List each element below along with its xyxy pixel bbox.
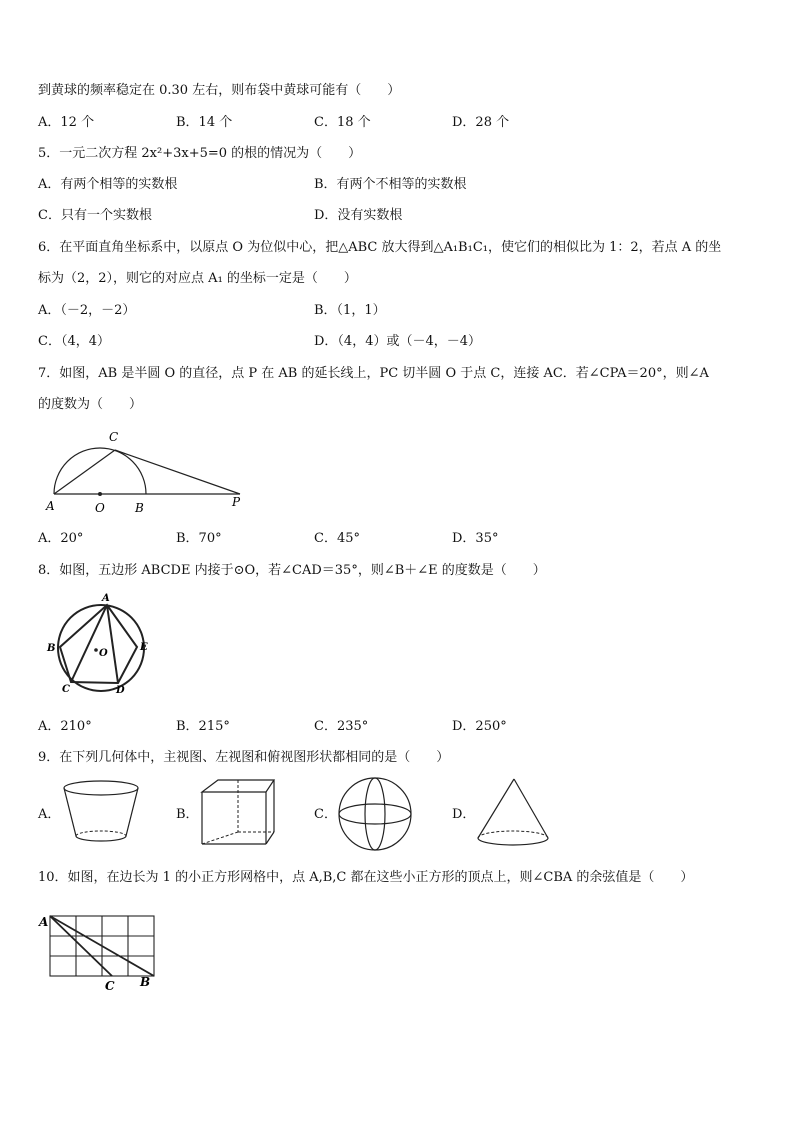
label-c: C [105, 979, 115, 993]
q9-option-d: D． [452, 807, 476, 822]
q10-grid-figure [36, 906, 166, 996]
q4-option-b: B．14 个 [176, 115, 233, 130]
q7-option-c: C．45° [314, 531, 360, 546]
q10-stem: 10．如图，在边长为 1 的小正方形网格中，点 A,B,C 都在这些小正方形的顶点上，则∠CBA 的余弦值是（ ） [38, 870, 694, 885]
q4-stem-tail: 到黄球的频率稳定在 0.30 左右，则布袋中黄球可能有（ ） [38, 83, 401, 98]
sphere-icon [336, 776, 416, 852]
label-b: B [47, 643, 56, 654]
q5-stem: 5．一元二次方程 2x²+3x+5=0 的根的情况为（ ） [38, 146, 362, 161]
triangular-prism-icon [198, 778, 278, 850]
label-o: O [99, 648, 108, 659]
q6-stem-line2: 标为（2，2），则它的对应点 A₁ 的坐标一定是（ ） [38, 271, 357, 286]
q7-stem-line1: 7．如图，AB 是半圆 O 的直径，点 P 在 AB 的延长线上，PC 切半圆 O 于点 C，连接 AC．若∠CPA＝20°，则∠A [38, 366, 709, 381]
q7-option-d: D．35° [452, 531, 499, 546]
label-c: C [62, 684, 70, 695]
label-e: E [140, 642, 148, 653]
q9-option-b: B． [176, 807, 199, 822]
q8-stem: 8．如图，五边形 ABCDE 内接于⊙O，若∠CAD＝35°，则∠B＋∠E 的度数是（ ） [38, 563, 546, 578]
q5-option-a: A．有两个相等的实数根 [38, 177, 178, 192]
cone-icon [474, 776, 554, 852]
q9-option-c: C． [314, 807, 337, 822]
label-a: A [46, 499, 55, 513]
q6-option-c: C．（4，4） [38, 334, 110, 349]
q6-option-d: D．（4，4）或（－4，－4） [314, 334, 482, 349]
q7-stem-line2: 的度数为（ ） [38, 397, 143, 412]
q6-option-a: A．（－2，－2） [38, 303, 136, 318]
center-dot [98, 492, 102, 496]
q7-option-b: B．70° [176, 531, 222, 546]
center-dot [94, 648, 98, 652]
semicircle-arc [54, 448, 146, 494]
q8-option-c: C．235° [314, 719, 369, 734]
label-a: A [102, 593, 110, 604]
q4-option-a: A．12 个 [38, 115, 95, 130]
q5-option-d: D．没有实数根 [314, 208, 403, 223]
q6-option-b: B．（1，1） [314, 303, 386, 318]
frustum-icon [62, 778, 142, 848]
q8-option-b: B．215° [176, 719, 230, 734]
label-b: B [140, 975, 151, 989]
q5-option-c: C．只有一个实数根 [38, 208, 152, 223]
q5-option-b: B．有两个不相等的实数根 [314, 177, 467, 192]
label-a: A [39, 915, 49, 929]
label-d: D [116, 685, 125, 696]
line-ac [54, 450, 115, 494]
q4-option-c: C．18 个 [314, 115, 371, 130]
label-c: C [109, 430, 119, 444]
label-o: O [95, 501, 105, 515]
line-cp [115, 450, 240, 494]
q4-option-d: D．28 个 [452, 115, 510, 130]
q8-pentagon-figure [44, 592, 154, 700]
label-p: P [232, 495, 241, 509]
q9-option-a: A． [38, 807, 61, 822]
label-b: B [135, 501, 144, 515]
q8-option-d: D．250° [452, 719, 507, 734]
q8-option-a: A．210° [38, 719, 92, 734]
q9-stem: 9．在下列几何体中，主视图、左视图和俯视图形状都相同的是（ ） [38, 750, 450, 765]
line-ac [71, 605, 107, 682]
q6-stem-line1: 6．在平面直角坐标系中，以原点 O 为位似中心，把△ABC 放大得到△A₁B₁C₁，使它们的相似比为 1：2，若点 A 的坐 [38, 240, 722, 255]
q7-semicircle-figure [40, 424, 250, 516]
q7-option-a: A．20° [38, 531, 84, 546]
